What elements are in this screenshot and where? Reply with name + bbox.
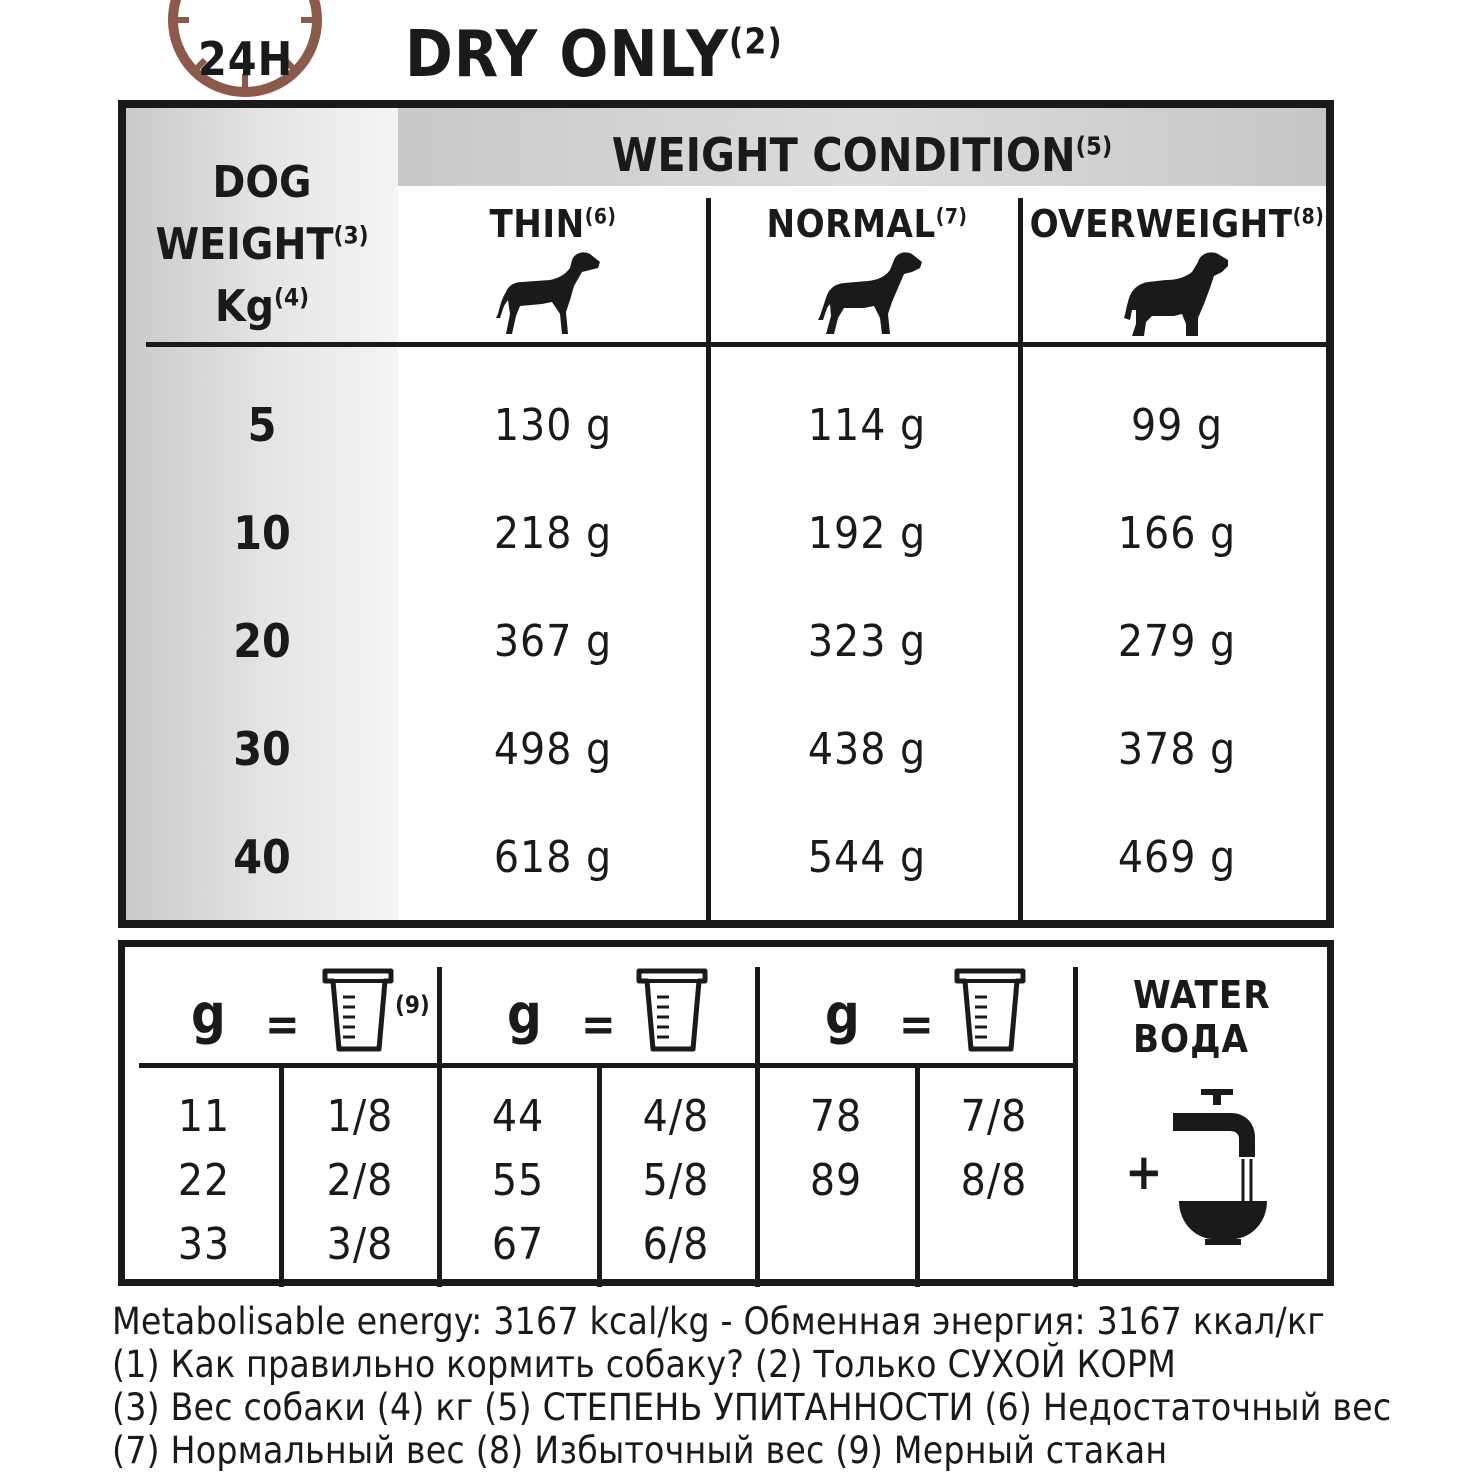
cups-column: 4/8 5/8 6/8 xyxy=(642,1091,710,1270)
header-divider xyxy=(146,342,1326,347)
feeding-table xyxy=(118,100,1334,928)
cell-normal: 114 g xyxy=(807,400,927,451)
grams-column: 78 89 xyxy=(809,1091,863,1206)
column-header-thin: THIN$^{(6)}$ xyxy=(489,202,617,246)
footer-note: (3) Вес собаки (4) кг (5) СТЕПЕНЬ УПИТАННОСТИ (6) Недостаточный вес xyxy=(112,1386,1392,1429)
cell-thin: 218 g xyxy=(493,508,613,559)
cell-overweight: 279 g xyxy=(1117,616,1237,667)
thin-dog-icon xyxy=(494,248,604,338)
cup-group-divider xyxy=(437,967,442,1287)
grams-column: 44 55 67 xyxy=(491,1091,545,1270)
equals-sign: = xyxy=(899,997,934,1051)
plus-sign: + xyxy=(1125,1143,1163,1201)
cell-normal: 544 g xyxy=(807,832,927,883)
cell-thin: 498 g xyxy=(493,724,613,775)
footer-note: (1) Как правильно кормить собаку? (2) Только СУХОЙ КОРМ xyxy=(112,1343,1177,1386)
cell-normal: 323 g xyxy=(807,616,927,667)
cup-note: (9) xyxy=(395,991,430,1019)
cell-overweight: 99 g xyxy=(1130,400,1224,451)
cell-thin: 367 g xyxy=(493,616,613,667)
cell-thin: 618 g xyxy=(493,832,613,883)
cell-overweight: 378 g xyxy=(1117,724,1237,775)
weight-condition-heading: WEIGHT CONDITION$^{(5)}$ xyxy=(611,128,1113,182)
normal-dog-icon xyxy=(816,248,926,338)
badge-label: 24H xyxy=(198,32,294,86)
row-kg-10: 10 xyxy=(233,506,291,560)
cup-group-divider xyxy=(755,967,760,1287)
cell-normal: 438 g xyxy=(807,724,927,775)
dog-weight-heading: DOG WEIGHT$^{(3)}$ Kg$^{(4)}$ xyxy=(155,157,369,332)
footer-energy: Metabolisable energy: 3167 kcal/kg - Обменная энергия: 3167 ккал/кг xyxy=(112,1300,1325,1343)
grams-label: g xyxy=(191,983,226,1046)
cup-conversion-table xyxy=(118,940,1334,1286)
water-tap-bowl-icon xyxy=(1165,1087,1275,1247)
row-kg-5: 5 xyxy=(247,398,277,452)
cell-overweight: 166 g xyxy=(1117,508,1237,559)
grams-label: g xyxy=(507,983,542,1046)
grams-label: g xyxy=(825,983,860,1046)
cups-column: 7/8 8/8 xyxy=(960,1091,1028,1206)
cup-group-divider xyxy=(1073,967,1078,1287)
cell-thin: 130 g xyxy=(493,400,613,451)
measuring-cup-icon xyxy=(321,967,397,1053)
row-kg-30: 30 xyxy=(233,722,291,776)
column-header-normal: NORMAL$^{(7)}$ xyxy=(766,202,968,246)
measuring-cup-icon xyxy=(635,967,711,1053)
overweight-dog-icon xyxy=(1122,248,1232,338)
column-divider-1 xyxy=(706,198,711,920)
cups-column: 1/8 2/8 3/8 xyxy=(326,1091,394,1270)
grams-column: 11 22 33 xyxy=(177,1091,231,1270)
cell-normal: 192 g xyxy=(807,508,927,559)
equals-sign: = xyxy=(581,997,616,1051)
column-header-overweight: OVERWEIGHT$^{(8)}$ xyxy=(1029,202,1325,246)
water-label: WATER ВОДА xyxy=(1133,973,1271,1061)
row-kg-20: 20 xyxy=(233,614,291,668)
page-title: DRY ONLY$^{(2)}$ xyxy=(405,18,783,92)
row-kg-40: 40 xyxy=(233,830,291,884)
footer-note: (7) Нормальный вес (8) Избыточный вес (9) Мерный стакан xyxy=(112,1429,1168,1472)
measuring-cup-icon xyxy=(953,967,1029,1053)
equals-sign: = xyxy=(265,997,300,1051)
cell-overweight: 469 g xyxy=(1117,832,1237,883)
column-divider-2 xyxy=(1018,198,1023,920)
cup-col-divider xyxy=(279,1063,284,1287)
